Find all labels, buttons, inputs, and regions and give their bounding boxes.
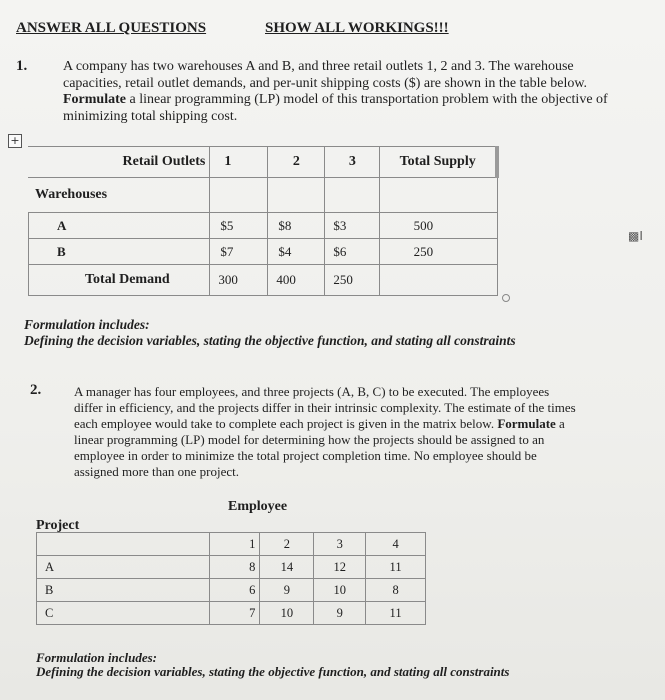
project-a-label: A	[37, 556, 210, 579]
cost-b-2: $4	[268, 239, 325, 265]
time-a-4: 11	[366, 556, 426, 579]
demand-3: 250	[325, 265, 380, 296]
cost-a-3: $3	[325, 213, 380, 239]
matrix-corner	[37, 533, 210, 556]
time-a-3: 12	[314, 556, 366, 579]
warehouse-b-label: B	[29, 239, 210, 265]
q2-formulation-title: Formulation includes:	[36, 650, 157, 665]
q2-formulation-text: Defining the decision variables, stating the objective function, and stating all constraints	[36, 664, 510, 679]
table-move-handle-icon[interactable]: +	[8, 134, 22, 148]
time-c-3: 9	[314, 602, 366, 625]
time-c-4: 11	[366, 602, 426, 625]
outlet-header-1: 1	[210, 147, 268, 178]
transportation-table	[28, 146, 499, 296]
demand-2: 400	[268, 265, 325, 296]
supply-a: 500	[380, 213, 497, 239]
total-supply-header: Total Supply	[380, 147, 497, 178]
retail-outlets-header: Retail Outlets	[29, 147, 210, 178]
outlet-header-3: 3	[325, 147, 380, 178]
question-2-text: A manager has four employees, and three projects (A, B, C) to be executed. The employees differ in efficiency, and the projects differ in their intrinsic complexity. The estimate of the times each employee would take to complete each project is given in the matrix below. Formulate a linear programming (LP) model for determining how the projects should be assigned to an employee in order to minimize the total project completion time. No employee should be assigned more than one project.	[74, 384, 576, 479]
project-b-label: B	[37, 579, 210, 602]
time-c-1: 7	[209, 602, 260, 625]
empty-cell	[210, 178, 268, 213]
warehouses-header: Warehouses	[29, 178, 210, 213]
time-a-2: 14	[260, 556, 314, 579]
warehouse-a-label: A	[29, 213, 210, 239]
cost-a-1: $5	[210, 213, 268, 239]
empty-cell	[380, 178, 497, 213]
time-b-4: 8	[366, 579, 426, 602]
total-demand-label: Total Demand	[29, 265, 210, 296]
employee-header-1: 1	[209, 533, 260, 556]
question-1-text: A company has two warehouses A and B, and three retail outlets 1, 2 and 3. The warehouse capacities, retail outlet demands, and per-unit shipping costs ($) are shown in the table below. Formulate a linear programming (LP) model of this transportation problem with the objective of minimizing total shipping cost.	[63, 59, 608, 124]
question-1-number: 1.	[16, 58, 28, 74]
time-a-1: 8	[209, 556, 260, 579]
employee-header-2: 2	[260, 533, 314, 556]
cost-b-1: $7	[210, 239, 268, 265]
table-resize-handle-icon[interactable]	[502, 294, 510, 302]
question-2-number: 2.	[30, 382, 42, 398]
show-workings-heading: SHOW ALL WORKINGS!!!	[265, 20, 449, 36]
cost-a-2: $8	[268, 213, 325, 239]
empty-cell	[380, 265, 497, 296]
outlet-header-2: 2	[268, 147, 325, 178]
employee-header-4: 4	[366, 533, 426, 556]
time-b-2: 9	[260, 579, 314, 602]
text-cursor-icon: ▩I	[628, 229, 643, 243]
assignment-matrix	[36, 532, 426, 625]
employee-header-3: 3	[314, 533, 366, 556]
time-c-2: 10	[260, 602, 314, 625]
project-label: Project	[36, 518, 80, 533]
project-c-label: C	[37, 602, 210, 625]
time-b-1: 6	[209, 579, 260, 602]
employee-label: Employee	[228, 499, 288, 514]
answer-all-heading: ANSWER ALL QUESTIONS	[16, 20, 207, 36]
empty-cell	[325, 178, 380, 213]
empty-cell	[268, 178, 325, 213]
q1-formulation-text: Defining the decision variables, stating the objective function, and stating all constraints	[24, 333, 516, 348]
cost-b-3: $6	[325, 239, 380, 265]
time-b-3: 10	[314, 579, 366, 602]
supply-b: 250	[380, 239, 497, 265]
demand-1: 300	[210, 265, 268, 296]
q1-formulation-title: Formulation includes:	[24, 317, 150, 332]
